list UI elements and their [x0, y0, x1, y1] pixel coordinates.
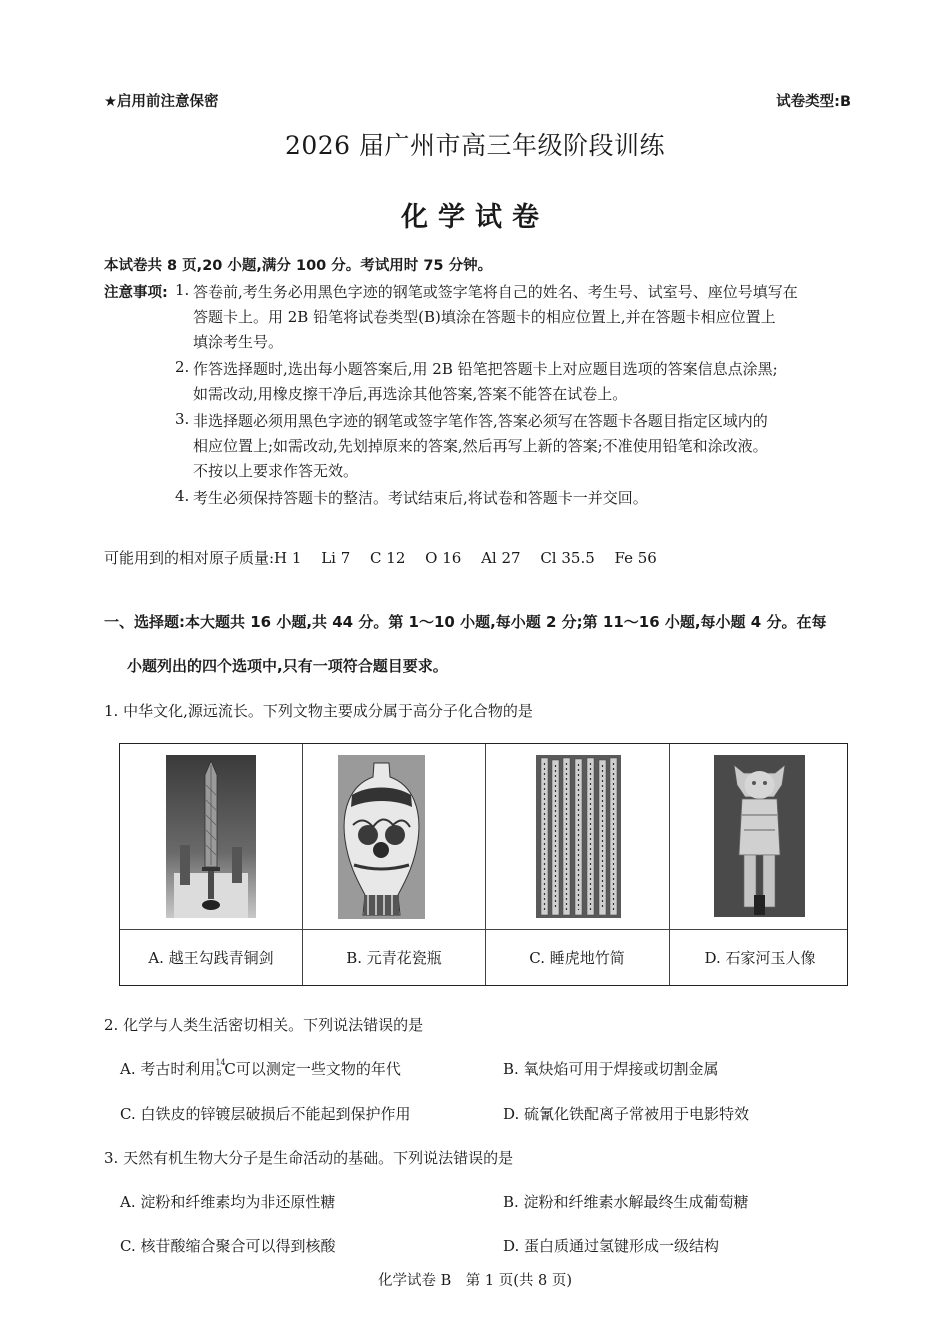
notice-item-line: 答题卡上。用 2B 铅笔将试卷类型(B)填涂在答题卡的相应位置上,并在答题卡相应位置上 — [193, 308, 776, 326]
option-d-label: D. 石家河玉人像 — [704, 949, 816, 967]
notice-item-number: 2. — [175, 358, 190, 376]
question-2-option-c: C. 白铁皮的锌镀层破损后不能起到保护作用 — [120, 1105, 411, 1123]
mass-number: 14 — [215, 1057, 226, 1067]
question-3-option-b: B. 淀粉和纤维素水解最终生成葡萄糖 — [503, 1193, 749, 1211]
paper-info: 本试卷共 8 页,20 小题,满分 100 分。考试用时 75 分钟。 — [104, 258, 493, 274]
notice-item-line: 考生必须保持答题卡的整洁。考试结束后,将试卷和答题卡一并交回。 — [193, 489, 648, 507]
nuclide-notation — [215, 1057, 226, 1078]
confidential-notice: ★启用前注意保密 — [104, 94, 219, 110]
subject-title: 化学试卷 — [401, 202, 549, 233]
section-heading-cont: 小题列出的四个选项中,只有一项符合题目要求。 — [127, 657, 448, 675]
question-3-option-a: A. 淀粉和纤维素均为非还原性糖 — [120, 1193, 336, 1211]
notice-item-line: 非选择题必须用黑色字迹的钢笔或签字笔作答,答案必须写在答题卡各题目指定区域内的 — [193, 412, 768, 430]
notice-item-line: 相应位置上;如需改动,先划掉原来的答案,然后再写上新的答案;不准使用铅笔和涂改液。 — [193, 437, 768, 455]
page-footer: 化学试卷 B 第 1 页(共 8 页) — [378, 1273, 572, 1289]
notice-item-number: 4. — [175, 487, 190, 505]
porcelain-vase-image — [338, 755, 425, 919]
section-heading: 一、选择题:本大题共 16 小题,共 44 分。第 1～10 小题,每小题 2 分;第 11～16 小题,每小题 4 分。在每 — [104, 613, 827, 631]
question-2-text: 2. 化学与人类生活密切相关。下列说法错误的是 — [104, 1016, 424, 1034]
table-divider — [120, 929, 847, 930]
jade-figure-image — [714, 755, 805, 917]
question-1-text: 1. 中华文化,源远流长。下列文物主要成分属于高分子化合物的是 — [104, 702, 533, 720]
notice-item-line: 作答选择题时,选出每小题答案后,用 2B 铅笔把答题卡上对应题目选项的答案信息点涂黑; — [193, 360, 778, 378]
question-3-option-c: C. 核苷酸缩合聚合可以得到核酸 — [120, 1237, 336, 1255]
question-2-option-b: B. 氧炔焰可用于焊接或切割金属 — [503, 1060, 719, 1078]
notice-item-number: 1. — [175, 281, 190, 299]
relative-atomic-masses: 可能用到的相对原子质量:H 1 Li 7 C 12 O 16 Al 27 Cl 35.5 Fe 56 — [104, 549, 657, 567]
bamboo-slips-image — [536, 755, 621, 918]
exam-title: 2026 届广州市高三年级阶段训练 — [284, 131, 666, 160]
notice-item-line: 不按以上要求作答无效。 — [193, 462, 359, 480]
paper-type-label: 试卷类型:B — [776, 94, 851, 110]
option-c-label: C. 睡虎地竹简 — [529, 949, 625, 967]
notice-item-line: 填涂考生号。 — [193, 333, 284, 351]
option-b-label: B. 元青花瓷瓶 — [346, 949, 442, 967]
element-symbol: C — [224, 1060, 236, 1078]
question-2-option-a — [120, 1058, 401, 1079]
option-text: A. 考古时利用 — [120, 1060, 216, 1078]
notice-item-line: 如需改动,用橡皮擦干净后,再选涂其他答案,答案不能答在试卷上。 — [193, 385, 628, 403]
question-2-option-d: D. 硫氰化铁配离子常被用于电影特效 — [503, 1105, 750, 1123]
notice-item-number: 3. — [175, 410, 190, 428]
question-3-option-d: D. 蛋白质通过氢键形成一级结构 — [503, 1237, 720, 1255]
bronze-sword-image — [166, 755, 256, 918]
notice-item-line: 答卷前,考生务必用黑色字迹的钢笔或签字笔将自己的姓名、考生号、试室号、座位号填写在 — [193, 283, 798, 301]
option-a-label: A. 越王勾践青铜剑 — [148, 949, 274, 967]
question-1-options-table — [119, 743, 848, 986]
atomic-number: 6 — [216, 1068, 222, 1078]
option-text: 可以测定一些文物的年代 — [235, 1060, 401, 1078]
notice-label: 注意事项: — [104, 285, 168, 301]
question-3-text: 3. 天然有机生物大分子是生命活动的基础。下列说法错误的是 — [104, 1149, 514, 1167]
